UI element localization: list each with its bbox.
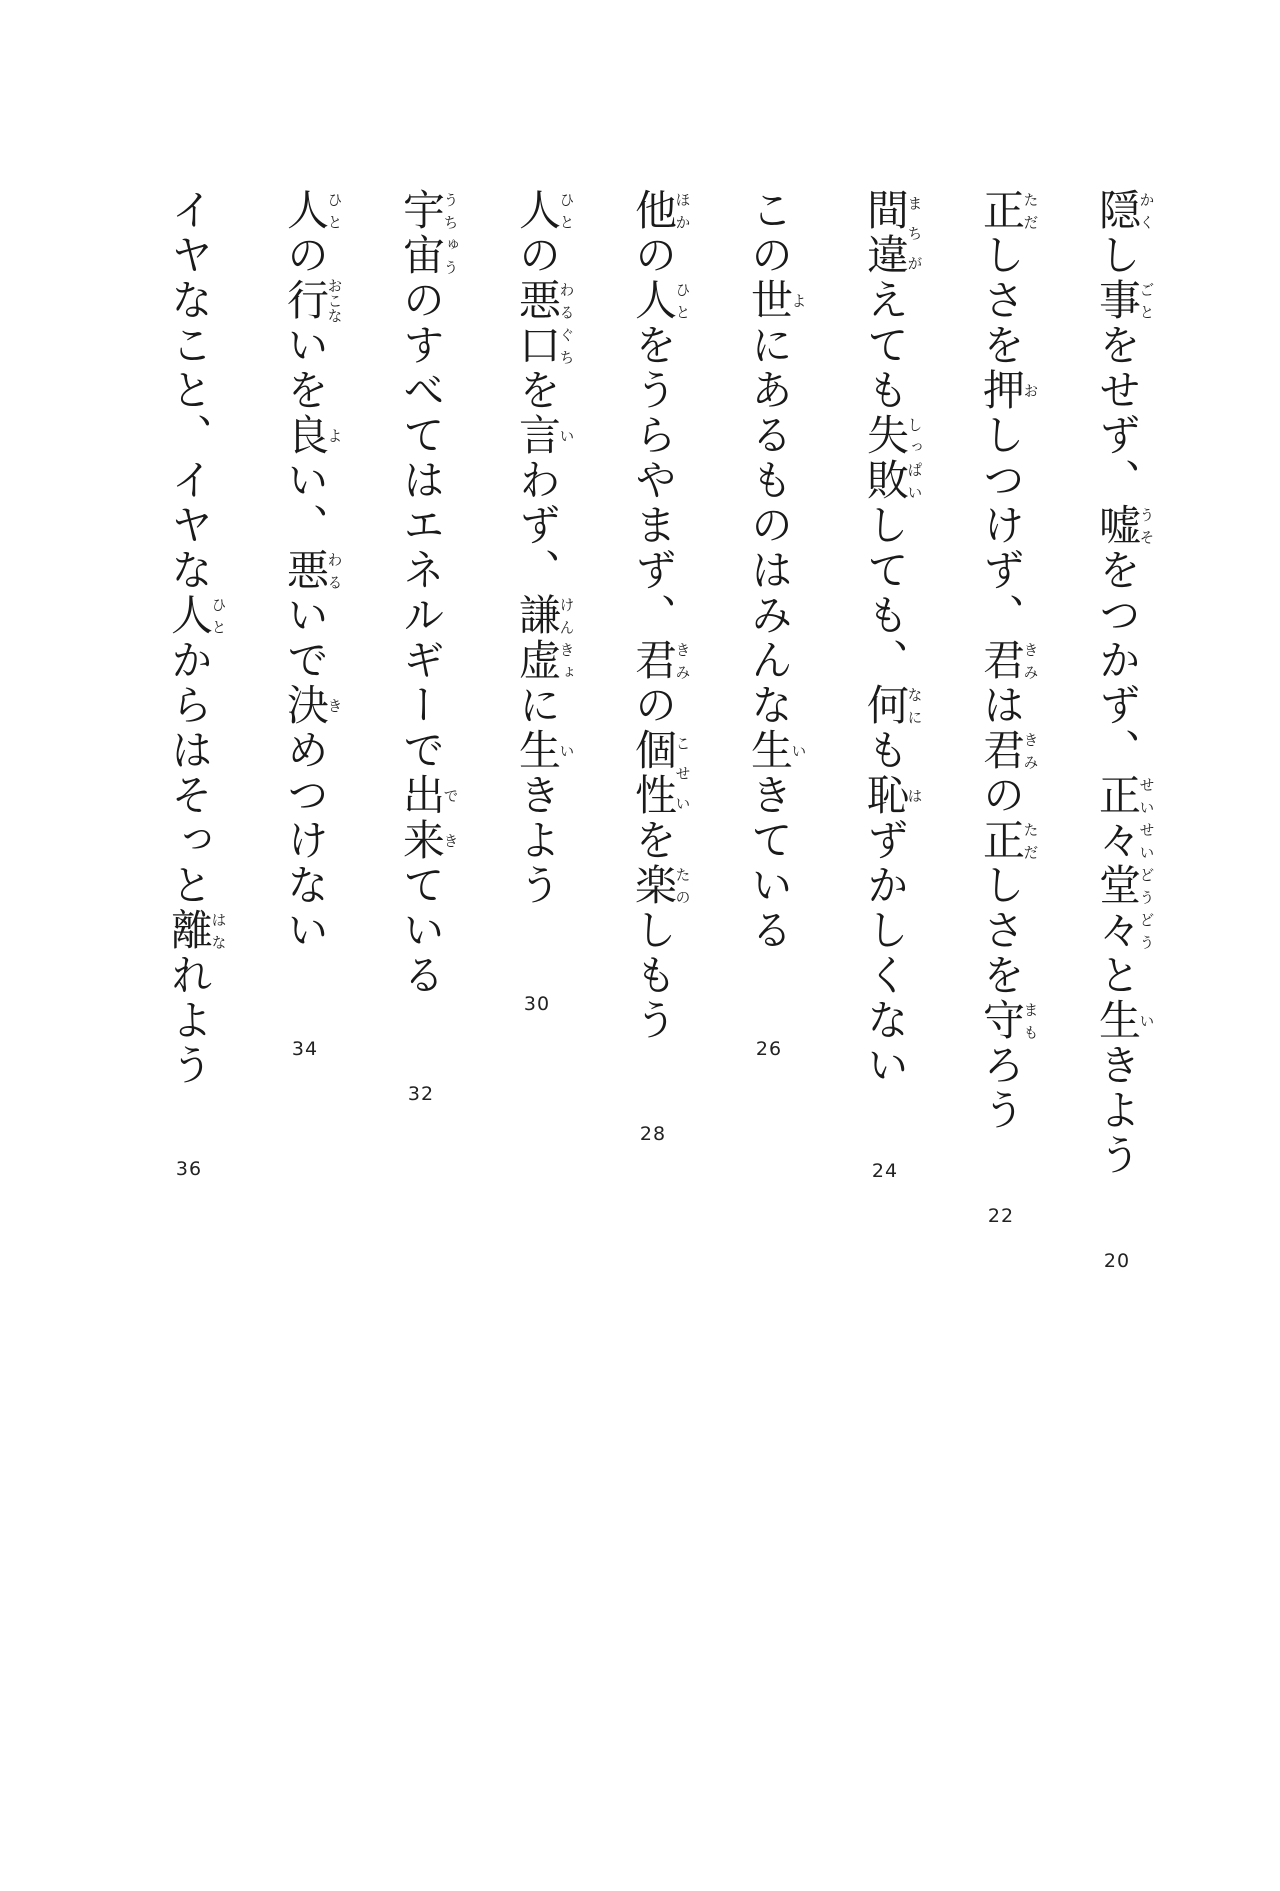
kanji-with-reading — [977, 998, 1040, 1043]
furigana-reading: よ — [325, 413, 344, 458]
toc-entry-title — [734, 188, 807, 953]
toc-entry-32[interactable] — [386, 188, 460, 1105]
furigana-reading: よ — [789, 278, 808, 323]
furigana-reading: ひと — [209, 593, 228, 638]
page-number: 28 — [639, 1123, 667, 1145]
toc-entry-title — [966, 188, 1039, 1133]
kanji-with-reading — [281, 188, 344, 233]
kanji-text: 謙虚 — [513, 593, 562, 683]
kanji-with-reading — [861, 413, 924, 503]
furigana-reading: い — [1137, 998, 1156, 1043]
kanji-text: 君 — [977, 728, 1026, 773]
furigana-reading: きみ — [673, 638, 692, 683]
furigana-reading: ただ — [1021, 188, 1040, 233]
kanji-with-reading — [513, 728, 576, 773]
kanji-text: 人 — [629, 278, 678, 323]
kanji-with-reading — [165, 593, 228, 638]
furigana-reading: い — [557, 413, 576, 458]
kanji-text: 人 — [281, 188, 330, 233]
title-text: イヤなこと、イヤな — [165, 188, 214, 593]
kanji-text: 出来 — [397, 773, 446, 863]
title-text: も — [861, 728, 910, 773]
furigana-reading: わる — [325, 548, 344, 593]
kanji-text: 押 — [977, 368, 1026, 413]
furigana-reading: ただ — [1021, 818, 1040, 863]
toc-entry-34[interactable] — [270, 188, 344, 1060]
furigana-reading: うそ — [1137, 503, 1156, 548]
kanji-with-reading — [281, 548, 344, 593]
kanji-text: 離 — [165, 908, 214, 953]
kanji-with-reading — [977, 638, 1040, 683]
title-text: れよう — [165, 953, 214, 1088]
kanji-text: 正 — [977, 188, 1026, 233]
furigana-reading: ほか — [673, 188, 692, 233]
title-text: ろう — [977, 1043, 1026, 1133]
title-text: からはそっと — [165, 638, 214, 908]
kanji-with-reading — [977, 728, 1040, 773]
kanji-text: 個性 — [629, 728, 678, 818]
title-text: を — [629, 818, 678, 863]
kanji-text: 他 — [629, 188, 678, 233]
toc-entry-title — [850, 188, 923, 1088]
kanji-text: 君 — [977, 638, 1026, 683]
toc-entry-title — [154, 188, 227, 1088]
page-number: 26 — [755, 1038, 783, 1060]
furigana-reading: ひと — [673, 278, 692, 323]
title-text: しつけず、 — [977, 413, 1026, 638]
kanji-with-reading — [397, 773, 460, 863]
kanji-text: 悪口 — [513, 278, 562, 368]
page-number: 30 — [523, 993, 551, 1015]
title-text: わず、 — [513, 458, 562, 593]
furigana-reading: ひと — [557, 188, 576, 233]
kanji-text: 間違 — [861, 188, 910, 278]
title-text: にあるものはみんな — [745, 323, 794, 728]
page-number: 20 — [1103, 1250, 1131, 1272]
title-text: いで — [281, 593, 330, 683]
title-text: のすべてはエネルギーで — [397, 278, 446, 773]
furigana-reading: こせい — [673, 728, 692, 818]
kanji-with-reading — [745, 278, 808, 323]
title-text: しても、 — [861, 503, 910, 683]
title-text: い、 — [281, 458, 330, 548]
kanji-with-reading — [977, 818, 1040, 863]
furigana-reading: ごと — [1137, 278, 1156, 323]
furigana-reading: たの — [673, 863, 692, 908]
kanji-text: 生 — [745, 728, 794, 773]
furigana-reading: は — [905, 773, 924, 818]
furigana-reading: きみ — [1021, 638, 1040, 683]
title-text: きよう — [513, 773, 562, 908]
kanji-text: 人 — [513, 188, 562, 233]
title-text: の — [281, 233, 330, 278]
toc-entry-28[interactable] — [618, 188, 692, 1145]
title-text: ている — [397, 863, 446, 998]
kanji-with-reading — [281, 413, 344, 458]
title-text: めつけない — [281, 728, 330, 953]
furigana-reading: けんきょ — [557, 593, 576, 683]
kanji-with-reading — [1093, 188, 1156, 233]
kanji-text: 正々堂々 — [1093, 773, 1142, 953]
kanji-with-reading — [861, 188, 924, 278]
title-text: ずかしくない — [861, 818, 910, 1088]
toc-entry-24[interactable] — [850, 188, 924, 1182]
kanji-text: 正 — [977, 818, 1026, 863]
page-number: 22 — [987, 1205, 1015, 1227]
toc-entry-title — [386, 188, 459, 998]
page-number: 24 — [871, 1160, 899, 1182]
toc-entry-title — [502, 188, 575, 908]
title-text: の — [629, 233, 678, 278]
furigana-reading: まちが — [905, 188, 924, 278]
furigana-reading: せいせいどうどう — [1137, 773, 1156, 953]
kanji-with-reading — [1093, 773, 1156, 953]
kanji-with-reading — [861, 773, 924, 818]
kanji-with-reading — [1093, 278, 1156, 323]
kanji-with-reading — [397, 188, 460, 278]
kanji-with-reading — [977, 368, 1040, 413]
title-text: この — [745, 188, 794, 278]
title-text: いを — [281, 323, 330, 413]
kanji-with-reading — [629, 863, 692, 908]
furigana-reading: い — [557, 728, 576, 773]
kanji-with-reading — [629, 638, 692, 683]
kanji-with-reading — [281, 683, 344, 728]
kanji-with-reading — [745, 728, 808, 773]
kanji-with-reading — [1093, 503, 1156, 548]
title-text: に — [513, 683, 562, 728]
page-number: 32 — [407, 1083, 435, 1105]
kanji-with-reading — [165, 908, 228, 953]
kanji-with-reading — [1093, 998, 1156, 1043]
kanji-text: 良 — [281, 413, 330, 458]
title-text: しもう — [629, 908, 678, 1043]
kanji-text: 恥 — [861, 773, 910, 818]
title-text: の — [513, 233, 562, 278]
title-text: は — [977, 683, 1026, 728]
title-text: し — [1093, 233, 1142, 278]
kanji-text: 隠 — [1093, 188, 1142, 233]
toc-entry-36[interactable] — [154, 188, 228, 1180]
kanji-text: 宇宙 — [397, 188, 446, 278]
kanji-text: 世 — [745, 278, 794, 323]
kanji-with-reading — [281, 278, 344, 323]
furigana-reading: ひと — [325, 188, 344, 233]
kanji-with-reading — [861, 683, 924, 728]
title-text: しさを — [977, 233, 1026, 368]
page-number: 34 — [291, 1038, 319, 1060]
kanji-text: 君 — [629, 638, 678, 683]
furigana-reading: なに — [905, 683, 924, 728]
title-text: をうらやまず、 — [629, 323, 678, 638]
furigana-reading: しっぱい — [905, 413, 924, 503]
kanji-with-reading — [513, 278, 576, 368]
toc-entry-30[interactable] — [502, 188, 576, 1015]
kanji-with-reading — [513, 413, 576, 458]
kanji-with-reading — [629, 188, 692, 233]
toc-entry-title — [618, 188, 691, 1043]
kanji-with-reading — [629, 278, 692, 323]
furigana-reading: おこな — [325, 278, 344, 323]
kanji-text: 人 — [165, 593, 214, 638]
toc-entry-22[interactable] — [966, 188, 1040, 1227]
title-text: をつかず、 — [1093, 548, 1142, 773]
title-text: きている — [745, 773, 794, 953]
kanji-text: 失敗 — [861, 413, 910, 503]
furigana-reading: はな — [209, 908, 228, 953]
kanji-with-reading — [513, 188, 576, 233]
furigana-reading: かく — [1137, 188, 1156, 233]
furigana-reading: わるぐち — [557, 278, 576, 368]
furigana-reading: でき — [441, 773, 460, 863]
furigana-reading: き — [325, 683, 344, 728]
page-number: 36 — [175, 1158, 203, 1180]
kanji-text: 嘘 — [1093, 503, 1142, 548]
title-text: しさを — [977, 863, 1026, 998]
kanji-text: 楽 — [629, 863, 678, 908]
furigana-reading: お — [1021, 368, 1040, 413]
furigana-reading: まも — [1021, 998, 1040, 1043]
title-text: きよう — [1093, 1043, 1142, 1178]
kanji-text: 事 — [1093, 278, 1142, 323]
kanji-with-reading — [977, 188, 1040, 233]
furigana-reading: い — [789, 728, 808, 773]
title-text: と — [1093, 953, 1142, 998]
kanji-text: 何 — [861, 683, 910, 728]
kanji-text: 言 — [513, 413, 562, 458]
furigana-reading: うちゅう — [441, 188, 460, 278]
title-text: の — [977, 773, 1026, 818]
toc-entry-26[interactable] — [734, 188, 808, 1060]
title-text: の — [629, 683, 678, 728]
toc-entry-20[interactable] — [1082, 188, 1156, 1272]
kanji-text: 生 — [513, 728, 562, 773]
kanji-text: 決 — [281, 683, 330, 728]
kanji-with-reading — [629, 728, 692, 818]
kanji-with-reading — [513, 593, 576, 683]
kanji-text: 行 — [281, 278, 330, 323]
title-text: をせず、 — [1093, 323, 1142, 503]
furigana-reading: きみ — [1021, 728, 1040, 773]
kanji-text: 生 — [1093, 998, 1142, 1043]
title-text: えても — [861, 278, 910, 413]
toc-entry-title — [270, 188, 343, 953]
toc-entry-title — [1082, 188, 1155, 1178]
kanji-text: 悪 — [281, 548, 330, 593]
title-text: を — [513, 368, 562, 413]
kanji-text: 守 — [977, 998, 1026, 1043]
